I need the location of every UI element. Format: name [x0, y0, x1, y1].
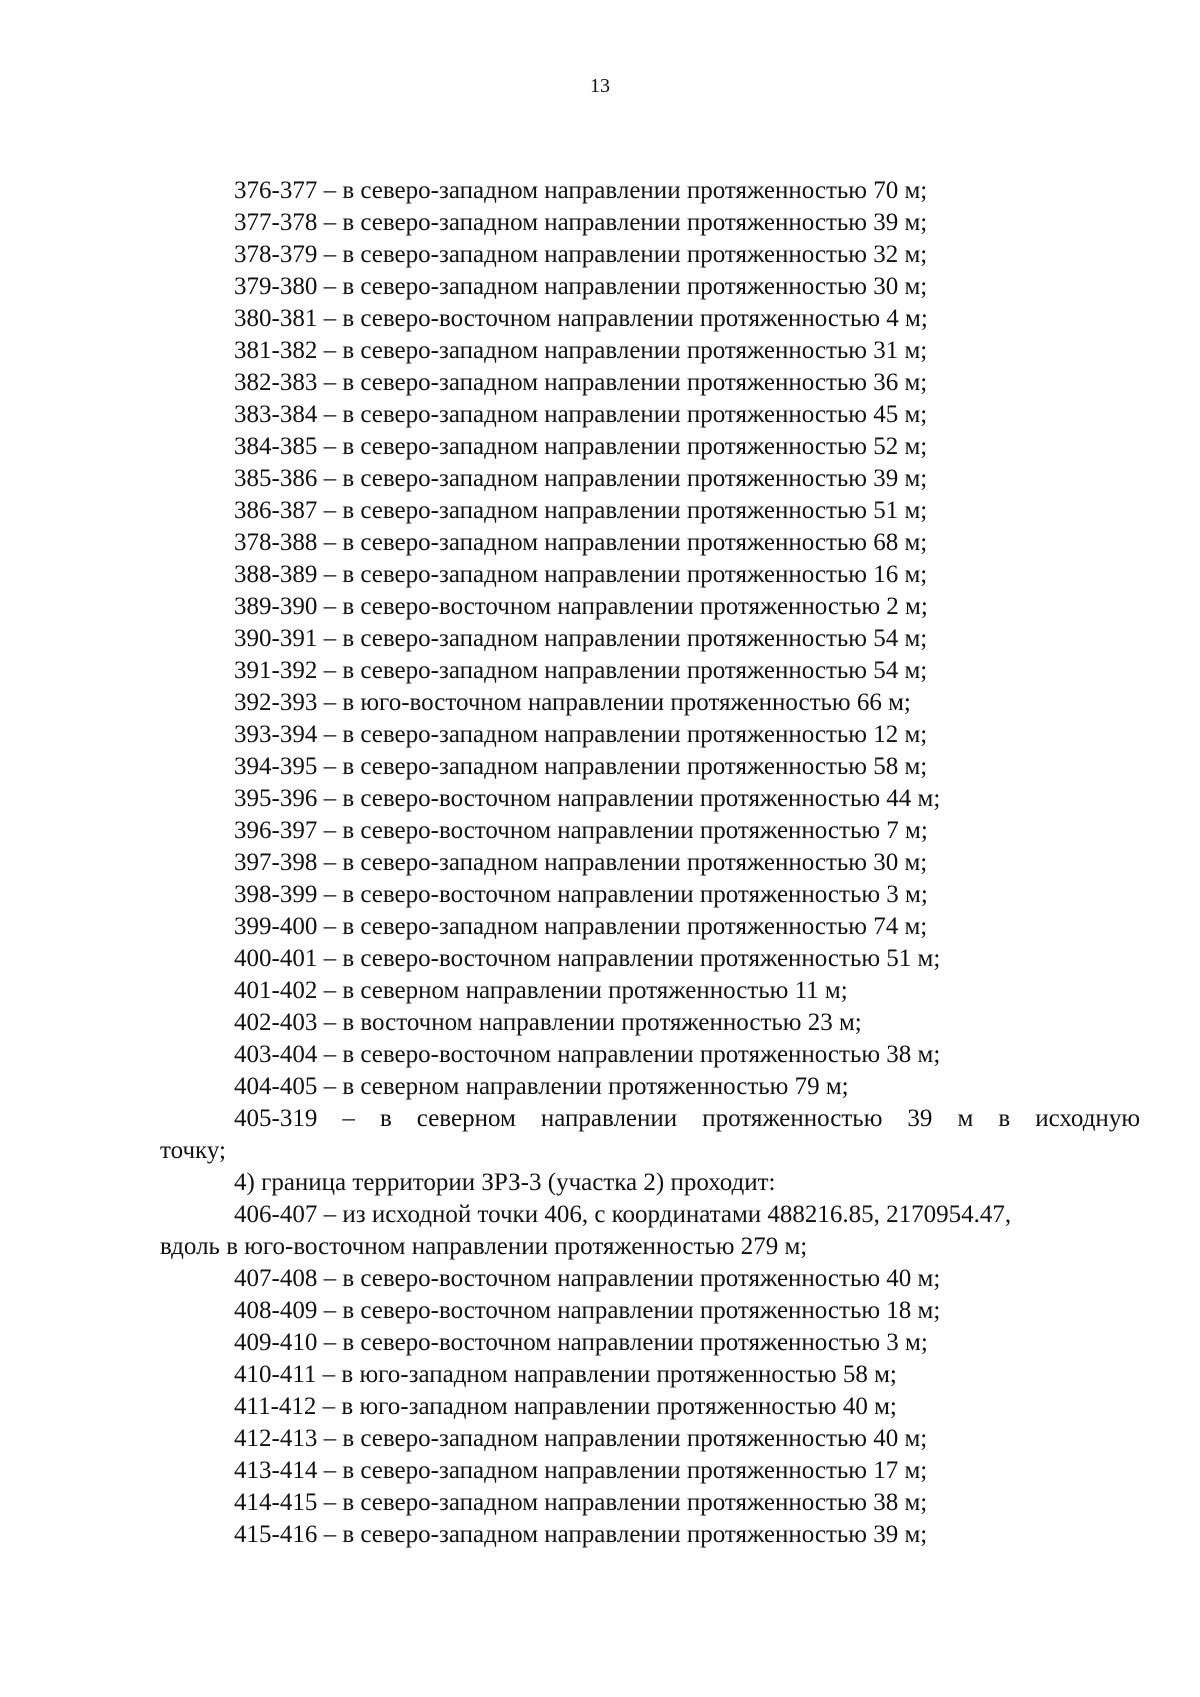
- section-heading: 4) граница территории ЗРЗ-3 (участка 2) проходит:: [234, 1169, 776, 1196]
- text-line: 377-378 – в северо-западном направлении протяженностью 39 м;: [234, 209, 928, 236]
- text-line: 408-409 – в северо-восточном направлении протяженностью 18 м;: [234, 1297, 941, 1324]
- text-line: 414-415 – в северо-западном направлении протяженностью 38 м;: [234, 1489, 928, 1516]
- text-line: 412-413 – в северо-западном направлении протяженностью 40 м;: [234, 1425, 928, 1452]
- text-line: 398-399 – в северо-восточном направлении протяженностью 3 м;: [234, 881, 928, 908]
- text-line: 402-403 – в восточном направлении протяженностью 23 м;: [234, 1009, 862, 1036]
- text-line: 411-412 – в юго-западном направлении протяженностью 40 м;: [234, 1393, 897, 1420]
- text-line: вдоль в юго-восточном направлении протяженностью 279 м;: [160, 1233, 808, 1260]
- text-line: 386-387 – в северо-западном направлении протяженностью 51 м;: [234, 497, 928, 524]
- text-line: 389-390 – в северо-восточном направлении протяженностью 2 м;: [234, 593, 928, 620]
- text-line: 381-382 – в северо-западном направлении протяженностью 31 м;: [234, 337, 928, 364]
- text-line: 378-388 – в северо-западном направлении протяженностью 68 м;: [234, 529, 928, 556]
- text-line: 415-416 – в северо-западном направлении протяженностью 39 м;: [234, 1521, 928, 1548]
- text-line: 390-391 – в северо-западном направлении протяженностью 54 м;: [234, 625, 928, 652]
- text-line: 407-408 – в северо-восточном направлении протяженностью 40 м;: [234, 1265, 941, 1292]
- text-line: точку;: [160, 1137, 226, 1164]
- text-line: 404-405 – в северном направлении протяженностью 79 м;: [234, 1073, 849, 1100]
- text-line: 394-395 – в северо-западном направлении протяженностью 58 м;: [234, 753, 928, 780]
- text-line: 413-414 – в северо-западном направлении протяженностью 17 м;: [234, 1457, 928, 1484]
- text-line: 405-319 – в северном направлении протяженностью 39 м в исходную: [234, 1105, 1140, 1132]
- text-line: 383-384 – в северо-западном направлении протяженностью 45 м;: [234, 401, 928, 428]
- text-line: 378-379 – в северо-западном направлении протяженностью 32 м;: [234, 241, 928, 268]
- text-line: 401-402 – в северном направлении протяженностью 11 м;: [234, 977, 848, 1004]
- text-line: 409-410 – в северо-восточном направлении протяженностью 3 м;: [234, 1329, 928, 1356]
- text-line: 393-394 – в северо-западном направлении протяженностью 12 м;: [234, 721, 928, 748]
- page-number: 13: [590, 75, 610, 97]
- text-line: 391-392 – в северо-западном направлении протяженностью 54 м;: [234, 657, 928, 684]
- text-line: 403-404 – в северо-восточном направлении протяженностью 38 м;: [234, 1041, 941, 1068]
- text-line: 395-396 – в северо-восточном направлении протяженностью 44 м;: [234, 785, 941, 812]
- text-line: 400-401 – в северо-восточном направлении протяженностью 51 м;: [234, 945, 941, 972]
- text-line: 384-385 – в северо-западном направлении протяженностью 52 м;: [234, 433, 928, 460]
- text-line: 410-411 – в юго-западном направлении протяженностью 58 м;: [234, 1361, 897, 1388]
- text-line: 385-386 – в северо-западном направлении протяженностью 39 м;: [234, 465, 928, 492]
- text-line: 376-377 – в северо-западном направлении протяженностью 70 м;: [234, 177, 928, 204]
- text-line: 388-389 – в северо-западном направлении протяженностью 16 м;: [234, 561, 928, 588]
- text-line: 380-381 – в северо-восточном направлении протяженностью 4 м;: [234, 305, 928, 332]
- text-line: 379-380 – в северо-западном направлении протяженностью 30 м;: [234, 273, 928, 300]
- text-line: 392-393 – в юго-восточном направлении протяженностью 66 м;: [234, 689, 911, 716]
- text-line: 397-398 – в северо-западном направлении протяженностью 30 м;: [234, 849, 928, 876]
- text-line: 382-383 – в северо-западном направлении протяженностью 36 м;: [234, 369, 928, 396]
- document-body: [160, 175, 1140, 1551]
- text-line: 406-407 – из исходной точки 406, с координатами 488216.85, 2170954.47,: [234, 1201, 1012, 1228]
- text-line: 396-397 – в северо-восточном направлении протяженностью 7 м;: [234, 817, 928, 844]
- text-line: 399-400 – в северо-западном направлении протяженностью 74 м;: [234, 913, 928, 940]
